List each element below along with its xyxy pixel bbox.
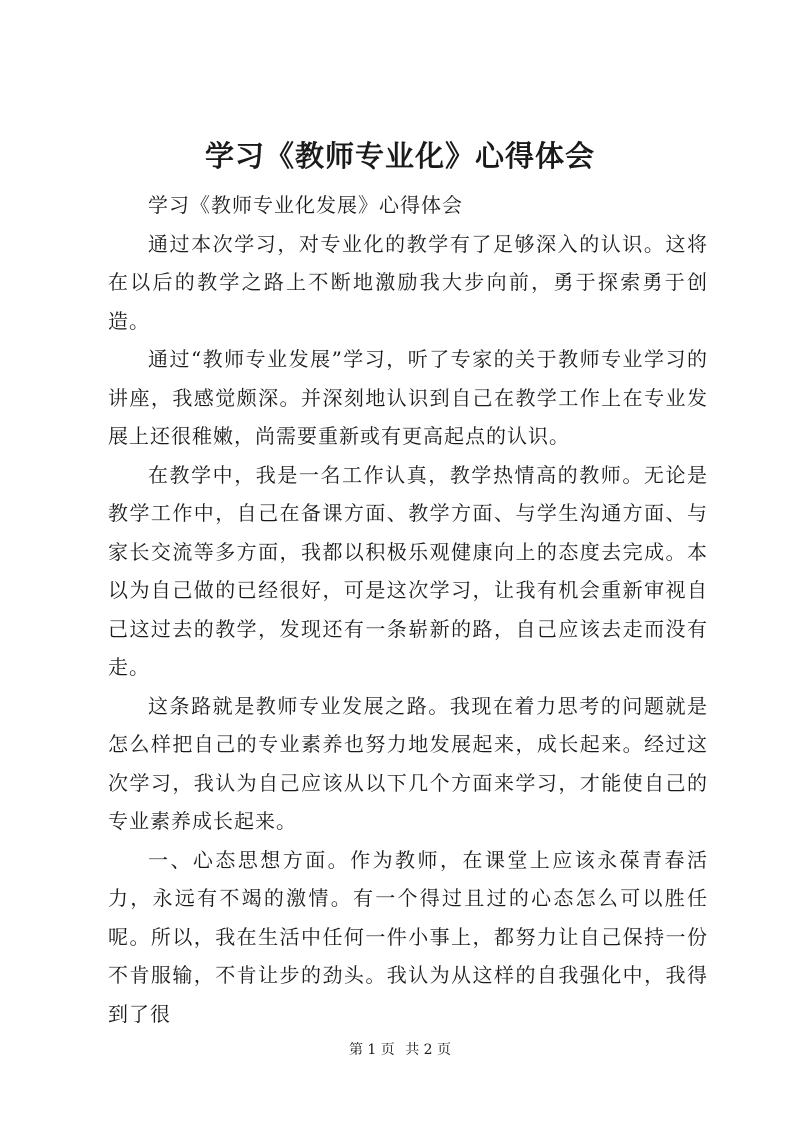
- paragraph: 在教学中，我是一名工作认真，教学热情高的教师。无论是教学工作中，自己在备课方面、教学方面、与学生沟通方面、与家长交流等多方面，我都以积极乐观健康向上的态度去完成。本以为自己做的已经很好，可是这次学习，让我有机会重新审视自己这过去的教学，发现还有一条崭新的路，自己应该去走而没有走。: [108, 462, 708, 679]
- page-number: 第 1 页: [348, 1042, 395, 1058]
- document-body: [108, 186, 708, 1033]
- paragraph: 通过“教师专业发展”学习，听了专家的关于教师专业学习的讲座，我感觉颇深。并深刻地认识到自己在教学工作上在专业发展上还很稚嫩，尚需要重新或有更高起点的认识。: [108, 347, 708, 448]
- paragraph: 一、心态思想方面。作为教师，在课堂上应该永葆青春活力，永远有不竭的激情。有一个得过且过的心态怎么可以胜任呢。所以，我在生活中任何一件小事上，都努力让自己保持一份不肯服输，不肯让步的劲头。我认为从这样的自我强化中，我得到了很: [108, 847, 708, 1026]
- paragraph: 通过本次学习，对专业化的教学有了足够深入的认识。这将在以后的教学之路上不断地激励我大步向前，勇于探索勇于创造。: [108, 231, 708, 333]
- paragraph-subtitle: 学习《教师专业化发展》心得体会: [148, 193, 463, 217]
- document-title: 学习《教师专业化》心得体会: [204, 139, 595, 173]
- page-total: 共 2 页: [405, 1042, 452, 1058]
- page-footer: [0, 1040, 800, 1060]
- paragraph: 这条路就是教师专业发展之路。我现在着力思考的问题就是怎么样把自己的专业素养也努力地发展起来，成长起来。经过这次学习，我认为自己应该从以下几个方面来学习，才能使自己的专业素养成长起来。: [108, 693, 708, 833]
